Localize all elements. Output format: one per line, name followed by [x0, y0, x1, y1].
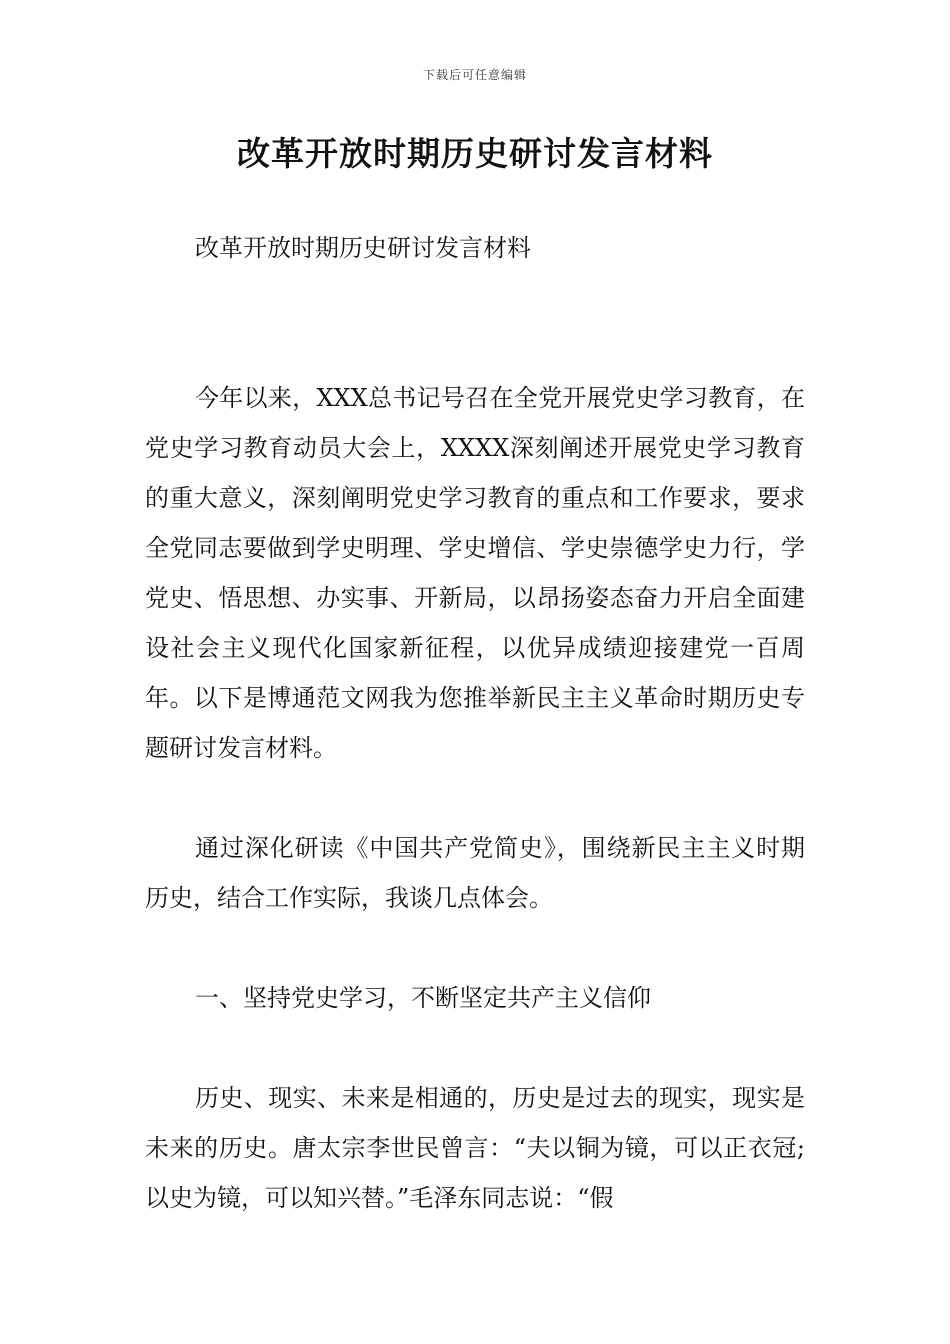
- section-heading-1: 一、坚持党史学习，不断坚定共产主义信仰: [195, 984, 651, 1012]
- document-title: 改革开放时期历史研讨发言材料: [237, 134, 713, 173]
- paragraph-study: 通过深化研读《中国共产党简史》，围绕新民主主义时期历史，结合工作实际，我谈几点体会。: [145, 834, 805, 912]
- header-note: 下载后可任意编辑: [422, 68, 527, 82]
- paragraph-history: 历史、现实、未来是相通的，历史是过去的现实，现实是未来的历史。唐太宗李世民曾言：“夫以铜为镜，可以正衣冠;以史为镜，可以知兴替。”毛泽东同志说：“假: [145, 1084, 805, 1212]
- paragraph-intro: 今年以来，XXX总书记号召在全党开展党史学习教育，在党史学习教育动员大会上，XXXX深刻阐述开展党史学习教育的重大意义，深刻阐明党史学习教育的重点和工作要求，要求全党同志要做到学史明理、学史增信、学史崇德学史力行，学党史、悟思想、办实事、开新局，以昂扬姿态奋力开启全面建设社会主义现代化国家新征程，以优异成绩迎接建党一百周年。以下是博通范文网我为您推举新民主主义革命时期历史专题研讨发言材料。: [145, 384, 805, 762]
- paragraph-subtitle: 改革开放时期历史研讨发言材料: [195, 234, 531, 262]
